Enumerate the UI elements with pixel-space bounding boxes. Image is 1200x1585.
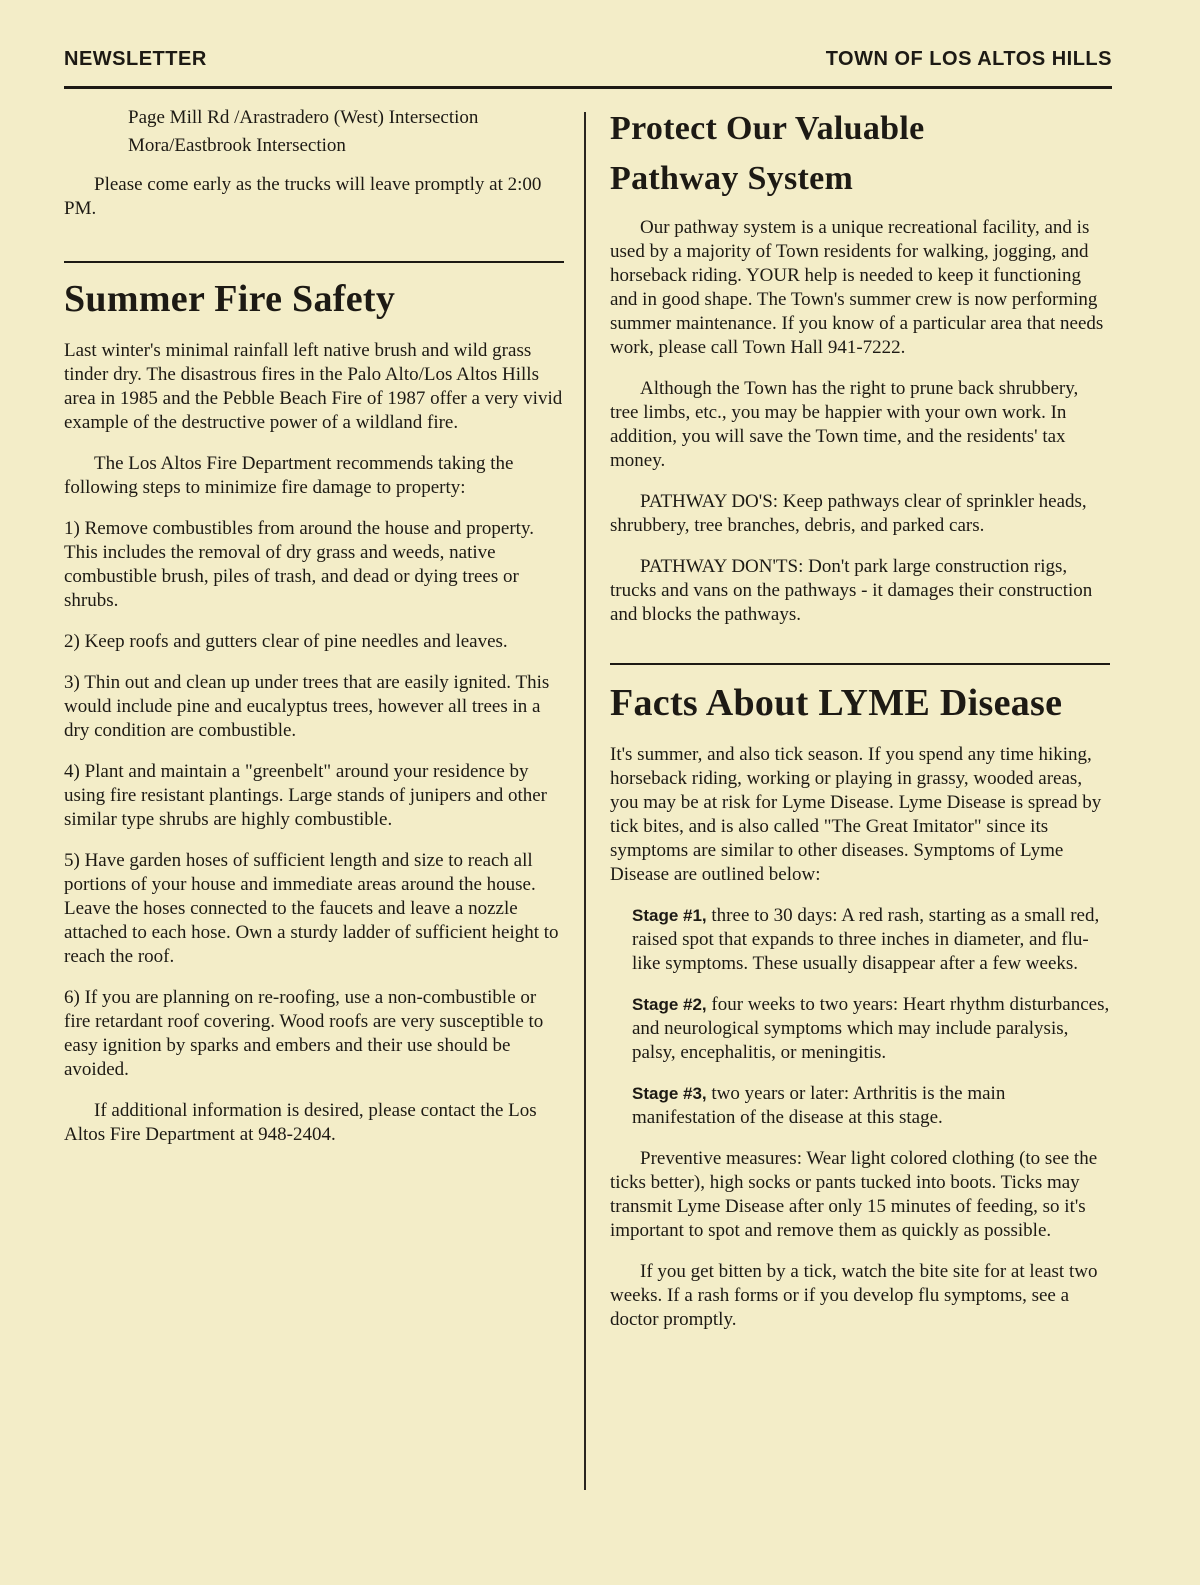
lyme-preventive: Preventive measures: Wear light colored clothing (to see the ticks better), high socks or pants tucked into boots. Ticks may transmit Lyme Disease after only 15 minutes of feeding, so it's important to spot and remove them as quickly as possible. xyxy=(610,1148,1098,1241)
pathway-title-line1: Protect Our Valuable xyxy=(610,110,925,147)
fire-safety-recommend: The Los Altos Fire Department recommends taking the following steps to minimize fire damage to property: xyxy=(64,453,514,498)
pathway-paragraph: Our pathway system is a unique recreational facility, and is used by a majority of Town residents for walking, jogging, and horseback riding. YOUR help is needed to keep it functioning and in good shape. The Town's summer crew is now performing summer maintenance. If you know of a particular area that needs work, please call Town Hall 941-7222. xyxy=(610,217,1104,358)
header-rule xyxy=(64,86,1112,89)
stage-label: Stage #1, xyxy=(632,906,707,925)
right-column xyxy=(610,104,1110,1349)
location-item: Mora/Eastbrook Intersection xyxy=(128,135,346,156)
section-divider xyxy=(610,663,1110,665)
left-column xyxy=(64,104,564,1164)
fire-step: 1) Remove combustibles from around the house and property. This includes the removal of dry grass and weeds, native combustible brush, piles of trash, and dead or dying trees or shrubs. xyxy=(64,518,534,611)
trucks-note: Please come early as the trucks will leave promptly at 2:00 PM. xyxy=(64,174,542,219)
fire-safety-contact: If additional information is desired, please contact the Los Altos Fire Department at 948-2404. xyxy=(64,1100,537,1145)
header-town-name: TOWN OF LOS ALTOS HILLS xyxy=(825,48,1112,70)
location-item: Page Mill Rd /Arastradero (West) Intersection xyxy=(128,107,479,128)
header-newsletter: NEWSLETTER xyxy=(64,48,207,70)
section-divider xyxy=(64,261,564,263)
column-divider xyxy=(584,112,586,1490)
fire-safety-title: Summer Fire Safety xyxy=(64,278,396,320)
fire-step: 6) If you are planning on re-roofing, use a non-combustible or fire retardant roof covering. Wood roofs are very susceptible to easy ignition by sparks and embers and their use should be avoided. xyxy=(64,987,544,1080)
pickup-locations xyxy=(64,104,564,160)
stage-label: Stage #2, xyxy=(632,995,707,1014)
pathway-donts: PATHWAY DON'TS: Don't park large construction rigs, trucks and vans on the pathways - it damages their construction and blocks the pathways. xyxy=(610,556,1093,625)
stage-text: four weeks to two years: Heart rhythm disturbances, and neurological symptoms which may include paralysis, palsy, encephalitis, or meningitis. xyxy=(632,994,1110,1063)
fire-step: 2) Keep roofs and gutters clear of pine needles and leaves. xyxy=(64,631,508,652)
pathway-paragraph: Although the Town has the right to prune back shrubbery, tree limbs, etc., you may be happier with your own work. In addition, you will save the Town time, and the residents' tax money. xyxy=(610,378,1079,471)
pathway-title xyxy=(610,104,1110,204)
fire-step: 3) Thin out and clean up under trees that are easily ignited. This would include pine and eucalyptus trees, however all trees in a dry condition are combustible. xyxy=(64,672,550,741)
lyme-stage xyxy=(610,993,1110,1065)
stage-text: three to 30 days: A red rash, starting as a small red, raised spot that expands to three inches in diameter, and flu-like symptoms. These usually disappear after a few weeks. xyxy=(632,905,1100,974)
page-header xyxy=(64,48,1112,76)
lyme-intro: It's summer, and also tick season. If you spend any time hiking, horseback riding, working or playing in grassy, wooded areas, you may be at risk for Lyme Disease. Lyme Disease is spread by tick bites, and is also called "The Great Imitator" since its symptoms are similar to other diseases. Symptoms of Lyme Disease are outlined below: xyxy=(610,744,1102,885)
lyme-bitten: If you get bitten by a tick, watch the bite site for at least two weeks. If a rash forms or if you develop flu symptoms, see a doctor promptly. xyxy=(610,1261,1098,1330)
pathway-title-line2: Pathway System xyxy=(610,160,854,197)
stage-text: two years or later: Arthritis is the main manifestation of the disease at this stage. xyxy=(632,1083,1006,1128)
fire-step: 4) Plant and maintain a "greenbelt" around your residence by using fire resistant plantings. Large stands of junipers and other similar type shrubs are highly combustible. xyxy=(64,761,547,830)
lyme-stage xyxy=(610,904,1110,976)
fire-safety-intro: Last winter's minimal rainfall left native brush and wild grass tinder dry. The disastrous fires in the Palo Alto/Los Altos Hills area in 1985 and the Pebble Beach Fire of 1987 offer a very vivid example of the destructive power of a wildland fire. xyxy=(64,340,563,433)
lyme-title: Facts About LYME Disease xyxy=(610,682,1063,724)
stage-label: Stage #3, xyxy=(632,1084,707,1103)
lyme-stage xyxy=(610,1082,1110,1130)
pathway-dos: PATHWAY DO'S: Keep pathways clear of sprinkler heads, shrubbery, tree branches, debris, and parked cars. xyxy=(610,491,1087,536)
fire-step: 5) Have garden hoses of sufficient length and size to reach all portions of your house and immediate areas around the house. Leave the hoses connected to the faucets and leave a nozzle attached to each hose. Own a sturdy ladder of sufficient height to reach the roof. xyxy=(64,850,559,967)
